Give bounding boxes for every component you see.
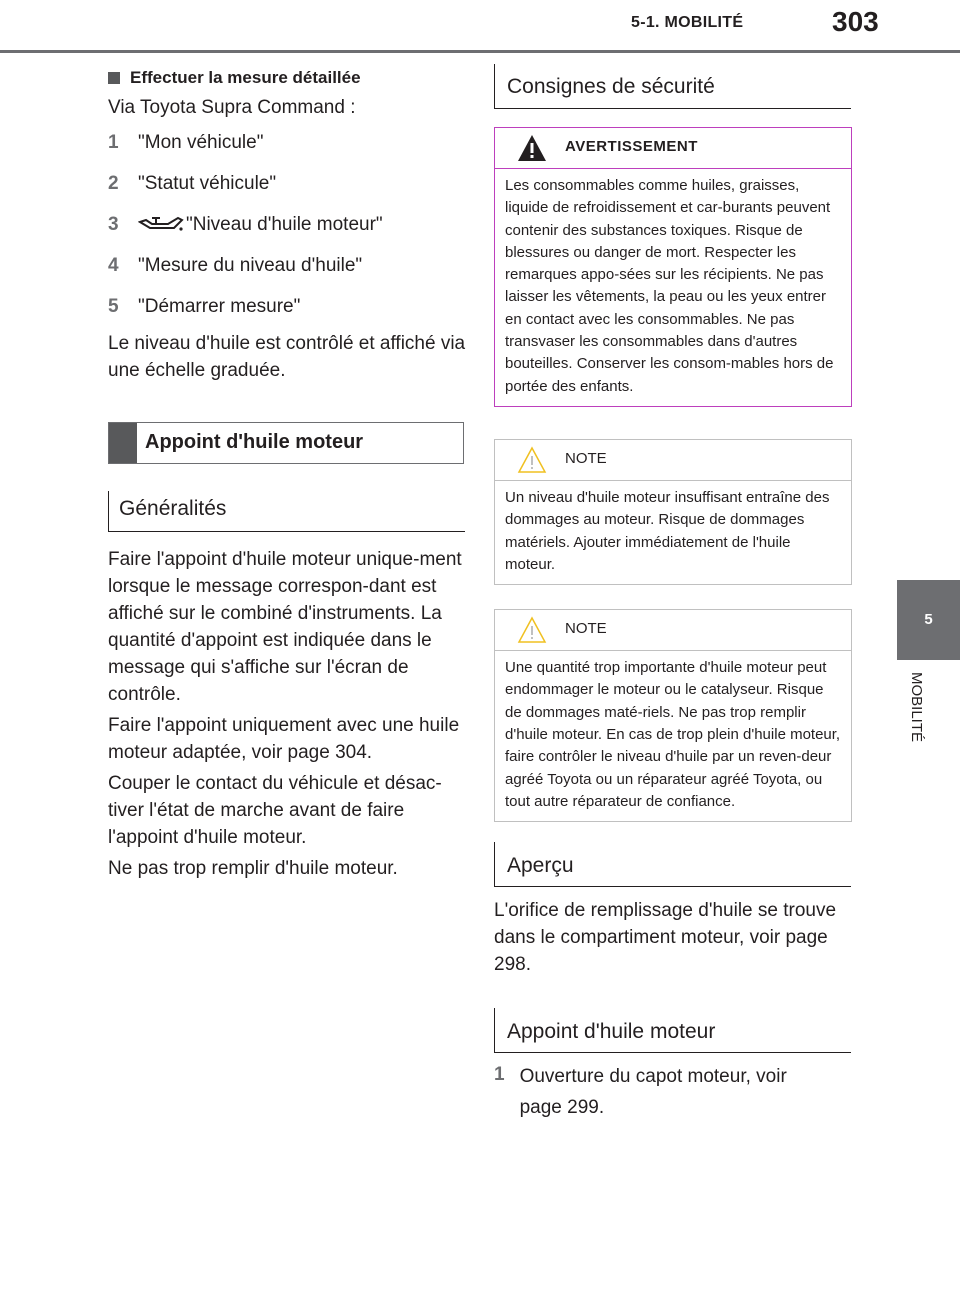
appoint-heading: Appoint d'huile moteur: [507, 1020, 716, 1044]
warning-title: AVERTISSEMENT: [565, 138, 698, 155]
note-box-1: [494, 439, 852, 585]
right-column: [494, 64, 854, 1123]
chapter-tab-label: MOBILITÉ: [908, 672, 925, 743]
step-4: [108, 252, 468, 279]
heading-bar: [109, 423, 137, 463]
note-box-2: [494, 609, 852, 822]
appoint-heading-box: [494, 1008, 851, 1053]
warning-box: [494, 127, 852, 407]
page-header: [0, 0, 960, 54]
step-number: 4: [108, 255, 119, 276]
note-text: Une quantité trop importante d'huile moteur peut endommager le moteur ou le catalyseur. Risque de dommages maté-riels. Ne pas trop remplir d'huile moteur. En cas de trop plein d'huile moteur, faire contrôler le niveau d'huile par un reven-deur agréé Toyota ou un réparateur agréé Toyota, ou tout autre réparateur de confiance.: [505, 659, 841, 810]
note-title: NOTE: [565, 449, 607, 467]
warning-header: [495, 128, 851, 169]
step-text: "Niveau d'huile moteur": [186, 214, 383, 235]
step-text: "Mon véhicule": [138, 132, 264, 153]
oil-can-icon: [138, 212, 184, 234]
safety-heading-box: [494, 64, 851, 109]
step-3: [108, 211, 468, 238]
step-number: 2: [108, 173, 119, 194]
step-text: "Statut véhicule": [138, 173, 277, 194]
warning-triangle-icon: [517, 134, 547, 162]
subheading: [108, 68, 468, 88]
left-column: [108, 64, 468, 882]
paragraph: Ne pas trop remplir d'huile moteur.: [108, 858, 398, 879]
intro-text: Via Toyota Supra Command :: [108, 97, 356, 118]
result-text: Le niveau d'huile est contrôlé et affiché via une échelle graduée.: [108, 333, 466, 381]
caution-triangle-icon: [517, 446, 547, 474]
paragraph: Couper le contact du véhicule et désac-tiver l'état de marche avant de faire l'appoint d'huile moteur.: [108, 773, 442, 848]
paragraph: Faire l'appoint d'huile moteur unique-ment lorsque le message correspon-dant est affiché sur le combiné d'instruments. La quantité d'appoint est indiquée dans le message qui s'affiche sur l'écran de contrôle.: [108, 549, 462, 705]
apercu-heading: Aperçu: [507, 854, 574, 878]
apercu-heading-box: [494, 842, 851, 887]
step-1: [108, 129, 468, 156]
step-number: 1: [494, 1064, 505, 1086]
header-rule: [0, 50, 960, 53]
step-2: [108, 170, 468, 197]
square-bullet-icon: [108, 72, 120, 84]
step-text: "Mesure du niveau d'huile": [138, 255, 363, 276]
generalites-heading-box: [108, 491, 465, 532]
appoint-step-1: [494, 1061, 824, 1123]
step-text: "Démarrer mesure": [138, 296, 301, 317]
section-title: 5-1. MOBILITÉ: [631, 14, 744, 31]
section-heading-box: [108, 422, 464, 464]
caution-triangle-icon: [517, 616, 547, 644]
step-5: [108, 293, 468, 320]
apercu-text: L'orifice de remplissage d'huile se trouve dans le compartiment moteur, voir page 298.: [494, 900, 837, 976]
paragraph: Faire l'appoint uniquement avec une huile moteur adaptée, voir page 304.: [108, 715, 460, 763]
subheading-text: Effectuer la mesure détaillée: [130, 68, 361, 87]
note-text: Un niveau d'huile moteur insuffisant entraîne des dommages au moteur. Risque de dommages matériels. Ajouter immédiatement de l'huile moteur.: [505, 488, 830, 573]
section-heading: Appoint d'huile moteur: [145, 431, 364, 453]
step-text: Ouverture du capot moteur, voir page 299.: [519, 1066, 787, 1119]
note-title: NOTE: [565, 620, 607, 638]
chapter-tab[interactable]: 5: [897, 580, 960, 660]
note-header: [495, 440, 851, 481]
generalites-heading: Généralités: [119, 497, 227, 520]
step-number: 1: [108, 132, 119, 153]
page-number: 303: [832, 6, 879, 37]
step-number: 3: [108, 214, 119, 235]
note-header: [495, 610, 851, 651]
safety-heading: Consignes de sécurité: [507, 75, 715, 98]
warning-text: Les consommables comme huiles, graisses, liquide de refroidissement et car-burants peuvent contenir des substances toxiques. Risque de blessures ou danger de mort. Respecter les remarques appo-sées sur les récipients. Ne pas laisser les vêtements, la peau ou les yeux entrer en contact avec les consommables. Ne pas transvaser les consommables dans d'autres bouteilles. Conserver les consom-mables hors de portée des enfants.: [505, 177, 834, 395]
step-number: 5: [108, 296, 119, 317]
